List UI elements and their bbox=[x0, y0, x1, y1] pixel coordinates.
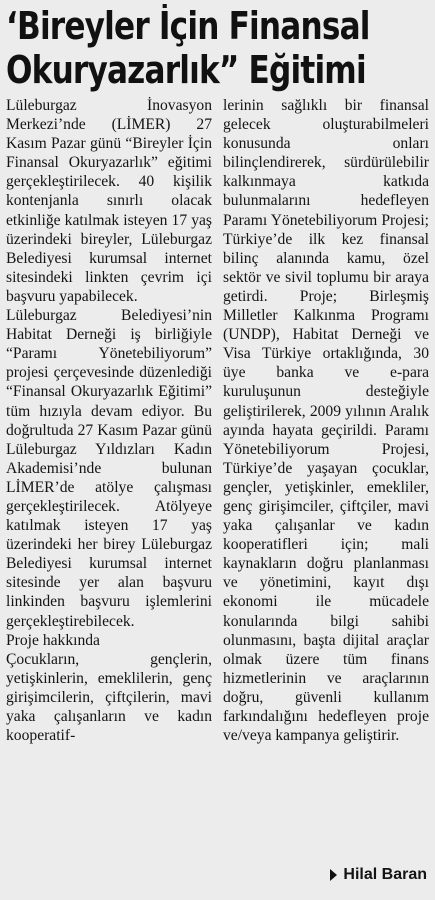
paragraph: Lüleburgaz Belediyesi’nin Habitat Derneği iş birliğiyle “Paramı Yönetebiliyorum” projesi çerçevesinde düzenlediği “Finansal Okuryazarlık Eğitimi” tüm hızıyla devam ediyor. Bu doğrultuda 27 Kasım Pazar günü Lüleburgaz Yıldızları Kadın Akademisi’nde bulunan LİMER’de atölye çalışması gerçekleştirilecek. Atölyeye katılmak isteyen 17 yaş üzerindeki her birey Lüleburgaz Belediyesi kurumsal internet sitesinde yer alan başvuru linkinden başvuru işlemlerini gerçekleştirebilecek. bbox=[6, 307, 212, 630]
right-column bbox=[223, 96, 429, 745]
paragraph: Çocukların, gençlerin, yetişkinlerin, emeklilerin, genç girişimcilerin, çiftçilerin, mavi yaka çalışanların ve kadın kooperatif- bbox=[6, 650, 212, 745]
byline bbox=[330, 866, 427, 884]
paragraph: lerinin sağlıklı bir finansal gelecek oluşturabilmeleri konusunda onları bilinçlendirerek, sürdürülebilir kalkınmaya katkıda bulunmalarını hedefleyen Paramı Yönetebiliyorum Projesi; Türkiye’de ilk kez finansal bilinç alanında kamu, özel sektör ve sivil toplumu bir araya getirdi. Proje; Birleşmiş Milletler Kalkınma Programı (UNDP), Habitat Derneği ve Visa Türkiye ortaklığında, 30 üye banka ve e-para kuruluşunun desteğiyle geliştirilerek, 2009 yılının Aralık ayında hayata geçirildi. Paramı Yönetebiliyorum Projesi, Türkiye’de yaşayan çocuklar, gençler, yetişkinler, emekliler, genç girişimciler, çiftçiler, mavi yaka çalışanlar ve kadın kooperatifleri için; mali kaynakların doğru planlanması ve yönetimini, kayıt dışı ekonomi ile mücadele konularında bilgi sahibi olunmasını, başta dijital araçlar olmak üzere tüm finans hizmetlerinin ve araçlarının doğru, güvenli kullanım farkındalığını hedefleyen proje ve/veya kampanya geliştirir. bbox=[223, 97, 429, 745]
headline-line-1: ‘Bireyler İçin Finansal bbox=[6, 4, 370, 48]
article-headline bbox=[6, 4, 432, 92]
article-body bbox=[6, 96, 429, 745]
paragraph: Lüleburgaz İnovasyon Merkezi’nde (LİMER) 27 Kasım Pazar günü “Bireyler İçin Finansal Okuryazarlık” eğitimi gerçekleştirilecek. 40 kişilik kontenjanla sınırlı olacak etkinliğe katılmak isteyen 17 yaş üzerindeki bireyler, Lüleburgaz Belediyesi kurumsal internet sitesindeki linkten çevrim içi başvuru yapabilecek. bbox=[6, 97, 212, 305]
arrow-right-icon bbox=[330, 869, 337, 881]
subheading: Proje hakkında bbox=[6, 631, 100, 649]
author-name: Hilal Baran bbox=[343, 866, 427, 883]
headline-line-2: Okuryazarlık” Eğitimi bbox=[6, 48, 366, 92]
left-column bbox=[6, 96, 212, 745]
